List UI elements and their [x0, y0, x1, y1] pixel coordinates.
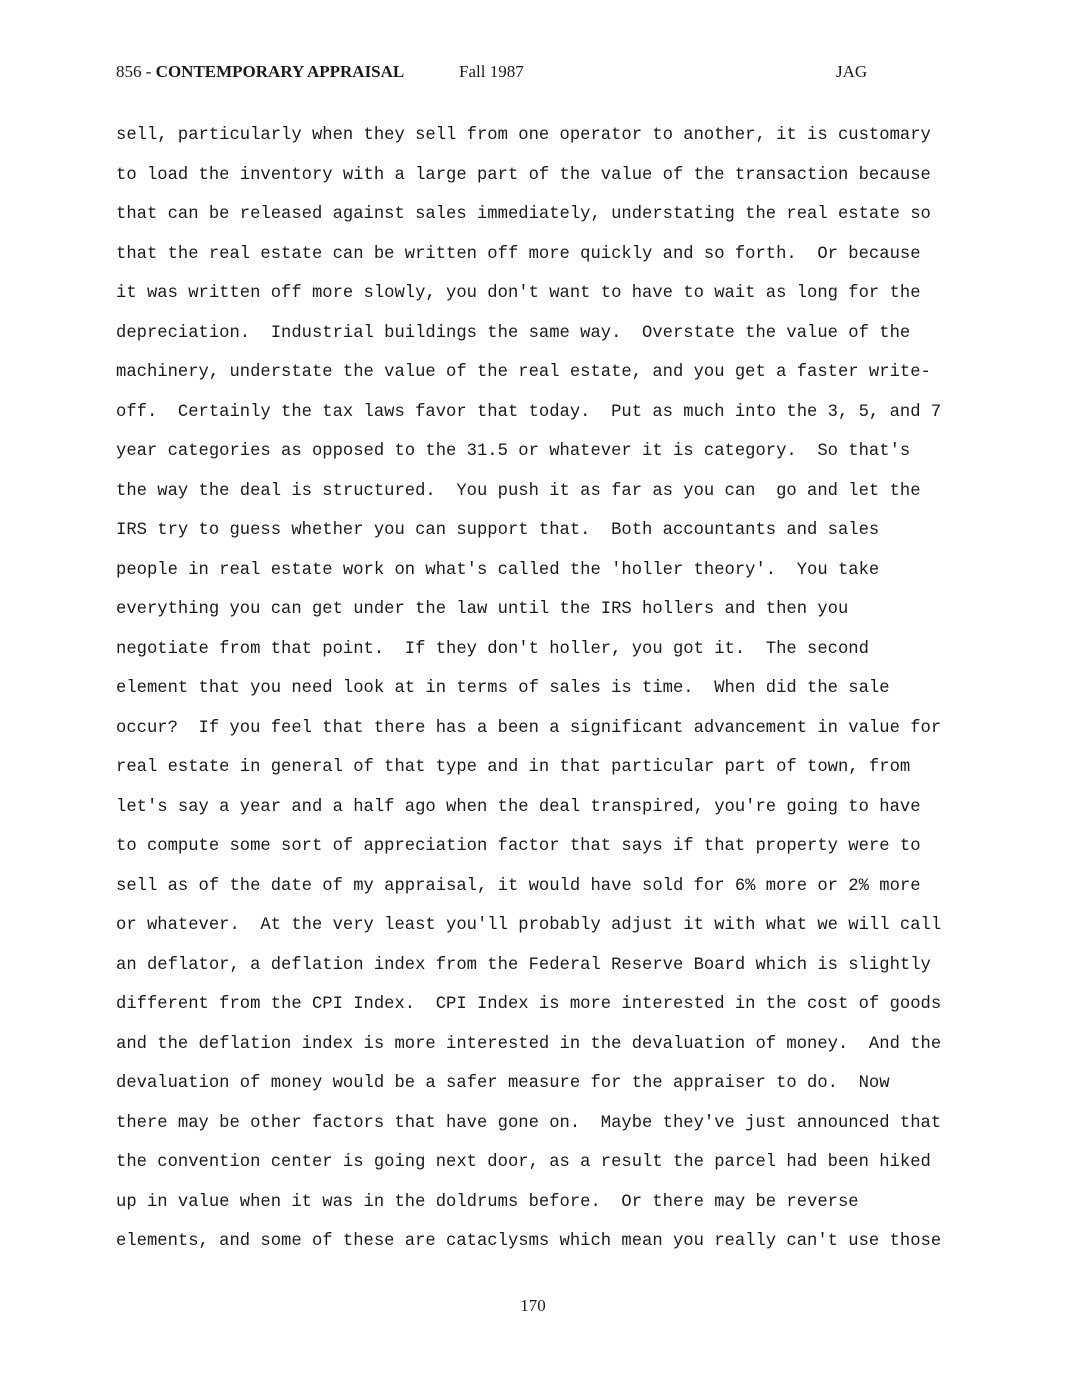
text-line: and the deflation index is more interested in the devaluation of money. And the — [116, 1034, 942, 1054]
transcript-body — [116, 116, 956, 1262]
text-line: depreciation. Industrial buildings the same way. Overstate the value of the — [116, 323, 911, 343]
course-number: 856 - — [116, 62, 156, 81]
text-line: or whatever. At the very least you'll probably adjust it with what we will call — [116, 916, 942, 935]
text-line: occur? If you feel that there has a been a significant advancement in value for — [116, 718, 942, 738]
text-line: element that you need look at in terms of sales is time. When did the sale — [116, 679, 890, 698]
page-header — [116, 62, 946, 86]
text-line: sell as of the date of my appraisal, it would have sold for 6% more or 2% more — [116, 876, 921, 896]
text-line: the way the deal is structured. You push it as far as you can go and let the — [116, 481, 921, 501]
text-line: devaluation of money would be a safer measure for the appraiser to do. Now — [116, 1074, 890, 1093]
text-line: there may be other factors that have gone on. Maybe they've just announced that — [116, 1113, 942, 1133]
text-line: elements, and some of these are cataclysms which mean you really can't use those — [116, 1232, 942, 1251]
text-line: people in real estate work on what's called the 'holler theory'. You take — [116, 560, 880, 580]
text-line: the convention center is going next door, as a result the parcel had been hiked — [116, 1153, 931, 1172]
text-line: that the real estate can be written off more quickly and so forth. Or because — [116, 244, 921, 264]
page-number: 170 — [520, 1296, 546, 1315]
text-line: that can be released against sales immediately, understating the real estate so — [116, 205, 931, 224]
course-heading — [116, 62, 404, 82]
text-line: real estate in general of that type and in that particular part of town, from — [116, 758, 911, 777]
text-line: let's say a year and a half ago when the deal transpired, you're going to have — [116, 797, 921, 817]
text-line: up in value when it was in the doldrums before. Or there may be reverse — [116, 1192, 859, 1212]
course-title: CONTEMPORARY APPRAISAL — [155, 62, 405, 81]
text-line: it was written off more slowly, you don't want to have to wait as long for the — [116, 284, 921, 303]
text-line: an deflator, a deflation index from the Federal Reserve Board which is slightly — [116, 955, 931, 975]
text-line: off. Certainly the tax laws favor that today. Put as much into the 3, 5, and 7 — [116, 402, 942, 422]
text-line: everything you can get under the law until the IRS hollers and then you — [116, 600, 849, 619]
text-line: to load the inventory with a large part of the value of the transaction because — [116, 165, 931, 185]
text-line: machinery, understate the value of the real estate, and you get a faster write- — [116, 363, 931, 382]
text-line: to compute some sort of appreciation factor that says if that property were to — [116, 837, 921, 856]
text-line: different from the CPI Index. CPI Index is more interested in the cost of goods — [116, 995, 942, 1014]
author-initials: JAG — [836, 62, 868, 81]
text-line: IRS try to guess whether you can support that. Both accountants and sales — [116, 521, 880, 540]
text-line: negotiate from that point. If they don't holler, you got it. The second — [116, 639, 869, 659]
term-label: Fall 1987 — [459, 62, 524, 81]
text-line: sell, particularly when they sell from one operator to another, it is customary — [116, 126, 931, 145]
text-line: year categories as opposed to the 31.5 or whatever it is category. So that's — [116, 442, 911, 461]
